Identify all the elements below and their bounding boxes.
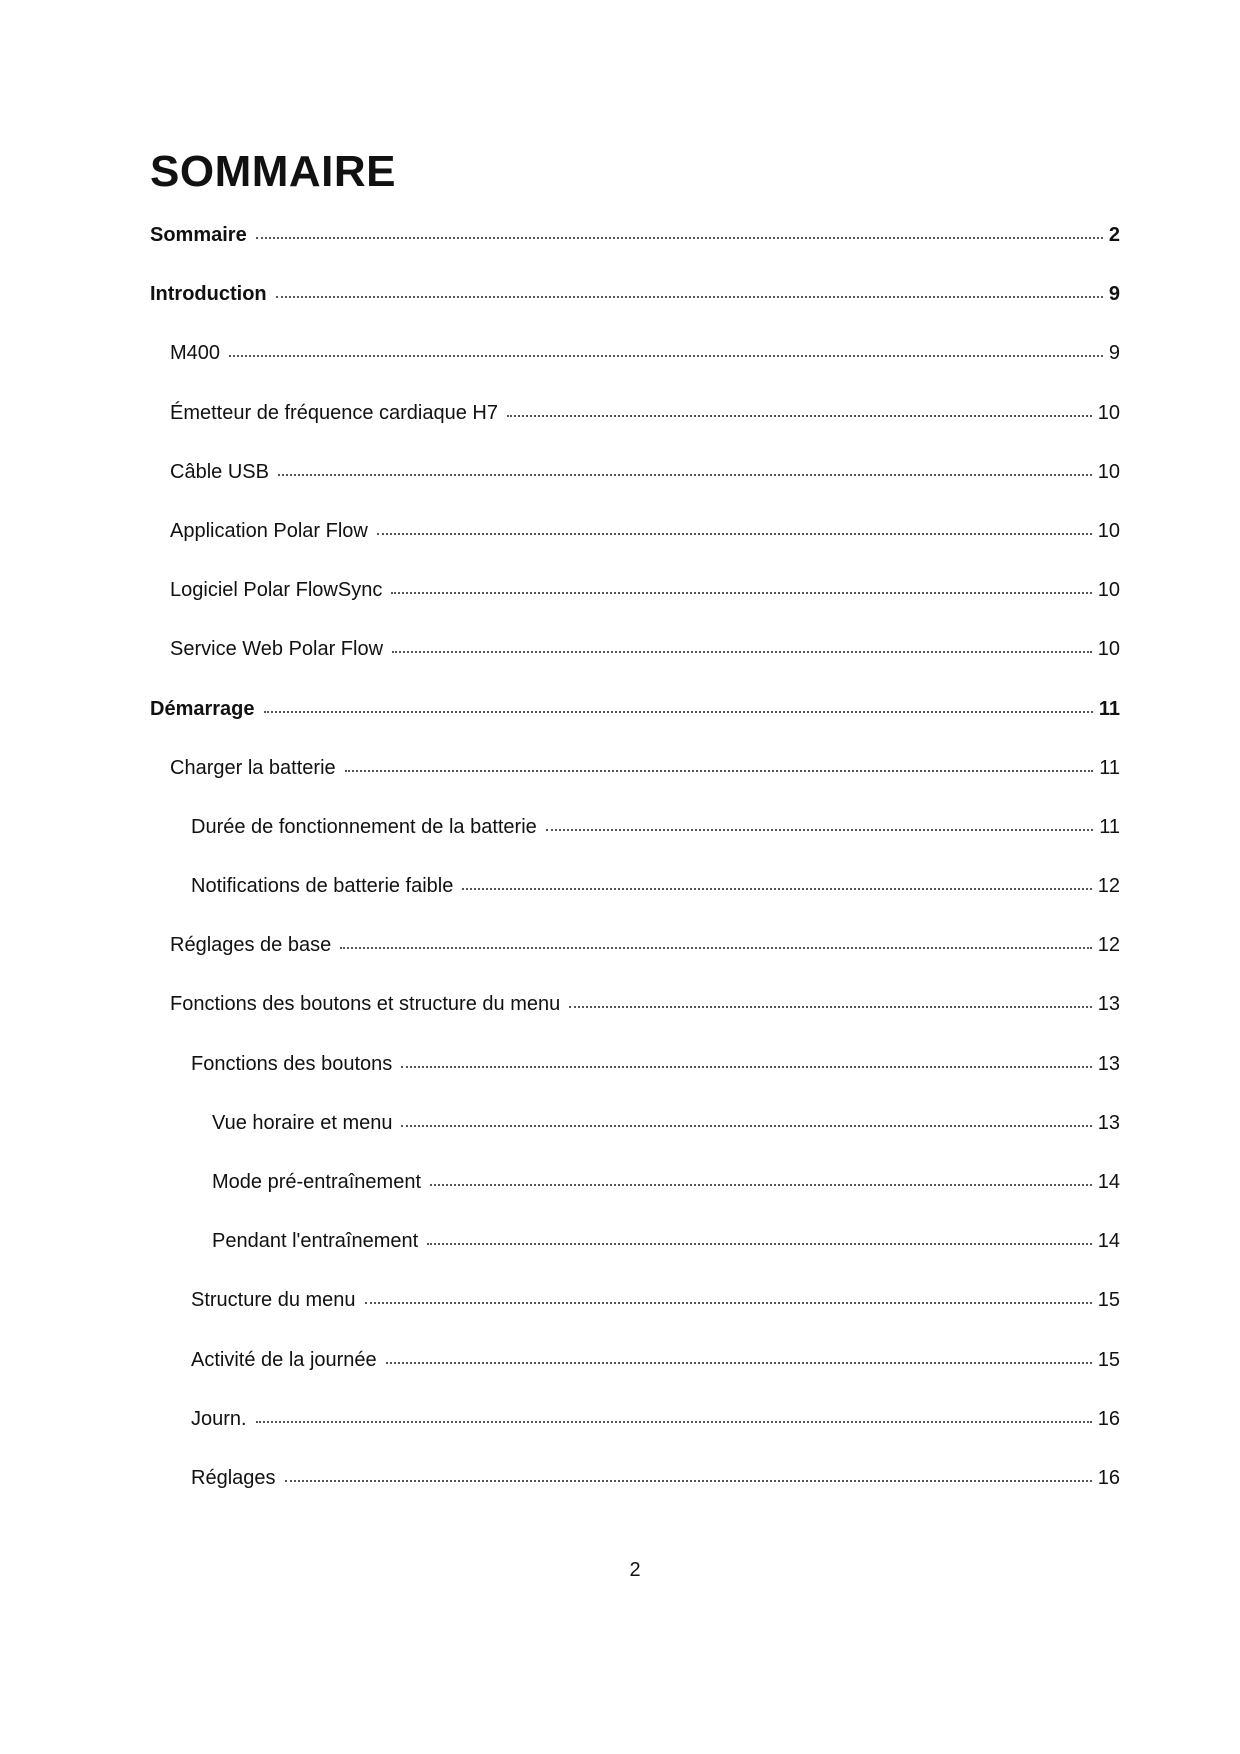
toc-entry-fonctions-boutons-menu[interactable] <box>150 990 1120 1049</box>
toc-entry-label: Réglages <box>191 1466 276 1489</box>
toc-entry-label: Réglages de base <box>170 934 332 957</box>
toc-entry-page: 13 <box>1097 1111 1120 1134</box>
toc-entry-emetteur-h7[interactable] <box>150 399 1120 458</box>
toc-entry-page: 2 <box>1108 224 1120 246</box>
toc-dot-leader <box>256 1421 1092 1423</box>
toc-entry-introduction[interactable] <box>150 280 1120 339</box>
toc-entry-label: Structure du menu <box>191 1289 356 1312</box>
toc-entry-page: 10 <box>1097 519 1120 542</box>
toc-entry-label: Journ. <box>191 1407 247 1430</box>
toc-dot-leader <box>462 888 1091 890</box>
toc-entry-reglages[interactable] <box>150 1464 1120 1523</box>
toc-entry-label: Application Polar Flow <box>170 519 368 542</box>
toc-entry-structure-menu[interactable] <box>150 1286 1120 1345</box>
toc-dot-leader <box>569 1006 1092 1008</box>
toc-entry-page: 12 <box>1097 934 1120 957</box>
toc-entry-logiciel-flowsync[interactable] <box>150 576 1120 635</box>
toc-entry-page: 11 <box>1098 697 1120 720</box>
toc-entry-service-web-polar-flow[interactable] <box>150 635 1120 694</box>
toc-entry-label: Logiciel Polar FlowSync <box>170 579 383 602</box>
toc-dot-leader <box>386 1362 1092 1364</box>
toc-dot-leader <box>391 592 1091 594</box>
table-of-contents <box>150 221 1120 1523</box>
toc-entry-page: 16 <box>1097 1466 1120 1489</box>
toc-entry-label: Fonctions des boutons et structure du menu <box>170 993 561 1016</box>
toc-dot-leader <box>345 770 1094 772</box>
toc-dot-leader <box>430 1184 1092 1186</box>
toc-entry-page: 9 <box>1108 283 1120 306</box>
toc-entry-notifications-batterie[interactable] <box>150 872 1120 931</box>
toc-entry-journ[interactable] <box>150 1405 1120 1464</box>
toc-dot-leader <box>264 711 1093 713</box>
toc-entry-label: M400 <box>170 342 221 365</box>
toc-entry-page: 13 <box>1097 993 1120 1016</box>
toc-entry-page: 10 <box>1097 579 1120 602</box>
toc-entry-page: 16 <box>1097 1407 1120 1430</box>
toc-entry-label: Pendant l'entraînement <box>212 1230 419 1253</box>
toc-entry-label: Activité de la journée <box>191 1348 377 1371</box>
toc-dot-leader <box>365 1302 1092 1304</box>
toc-entry-application-polar-flow[interactable] <box>150 517 1120 576</box>
toc-dot-leader <box>392 651 1092 653</box>
toc-dot-leader <box>285 1480 1092 1482</box>
toc-entry-label: Câble USB <box>170 460 269 483</box>
toc-dot-leader <box>340 947 1092 949</box>
toc-entry-label: Vue horaire et menu <box>212 1111 393 1134</box>
toc-dot-leader <box>507 415 1092 417</box>
toc-entry-page: 9 <box>1108 342 1120 365</box>
page-title: SOMMAIRE <box>150 147 396 196</box>
toc-dot-leader <box>377 533 1092 535</box>
toc-entry-page: 11 <box>1099 815 1120 838</box>
toc-dot-leader <box>427 1243 1092 1245</box>
toc-entry-page: 14 <box>1097 1171 1120 1193</box>
toc-entry-demarrage[interactable] <box>150 695 1120 754</box>
toc-entry-page: 10 <box>1097 638 1120 661</box>
toc-entry-m400[interactable] <box>150 339 1120 398</box>
toc-entry-reglages-base[interactable] <box>150 931 1120 990</box>
toc-entry-label: Charger la batterie <box>170 756 336 779</box>
toc-entry-duree-batterie[interactable] <box>150 813 1120 872</box>
toc-entry-label: Fonctions des boutons <box>191 1052 393 1075</box>
toc-entry-label: Notifications de batterie faible <box>191 875 454 898</box>
toc-entry-label: Service Web Polar Flow <box>170 638 384 661</box>
toc-entry-pendant-entrainement[interactable] <box>150 1227 1120 1286</box>
toc-dot-leader <box>546 829 1093 831</box>
toc-entry-page: 11 <box>1099 756 1120 779</box>
toc-entry-activite-journee[interactable] <box>150 1346 1120 1405</box>
toc-entry-mode-pre-entrainement[interactable] <box>150 1168 1120 1227</box>
page-number: 2 <box>629 1559 641 1581</box>
toc-entry-page: 10 <box>1097 460 1120 483</box>
toc-entry-fonctions-boutons[interactable] <box>150 1050 1120 1109</box>
toc-entry-page: 10 <box>1097 401 1120 424</box>
toc-dot-leader <box>276 296 1103 298</box>
toc-entry-label: Démarrage <box>150 697 255 720</box>
toc-dot-leader <box>229 355 1103 357</box>
toc-entry-page: 12 <box>1097 875 1120 898</box>
toc-entry-label: Introduction <box>150 283 267 306</box>
toc-entry-page: 15 <box>1097 1289 1120 1312</box>
toc-entry-sommaire[interactable] <box>150 221 1120 280</box>
toc-entry-vue-horaire[interactable] <box>150 1109 1120 1168</box>
toc-entry-label: Sommaire <box>150 224 247 246</box>
toc-entry-label: Émetteur de fréquence cardiaque H7 <box>170 401 498 424</box>
toc-entry-page: 15 <box>1097 1348 1120 1371</box>
toc-dot-leader <box>401 1066 1092 1068</box>
toc-entry-page: 14 <box>1097 1230 1120 1253</box>
toc-entry-page: 13 <box>1097 1052 1120 1075</box>
toc-entry-charger-batterie[interactable] <box>150 754 1120 813</box>
toc-dot-leader <box>401 1125 1091 1127</box>
toc-dot-leader <box>278 474 1092 476</box>
toc-entry-label: Mode pré-entraînement <box>212 1171 422 1193</box>
toc-dot-leader <box>256 237 1103 239</box>
toc-entry-label: Durée de fonctionnement de la batterie <box>191 815 537 838</box>
toc-entry-cable-usb[interactable] <box>150 458 1120 517</box>
